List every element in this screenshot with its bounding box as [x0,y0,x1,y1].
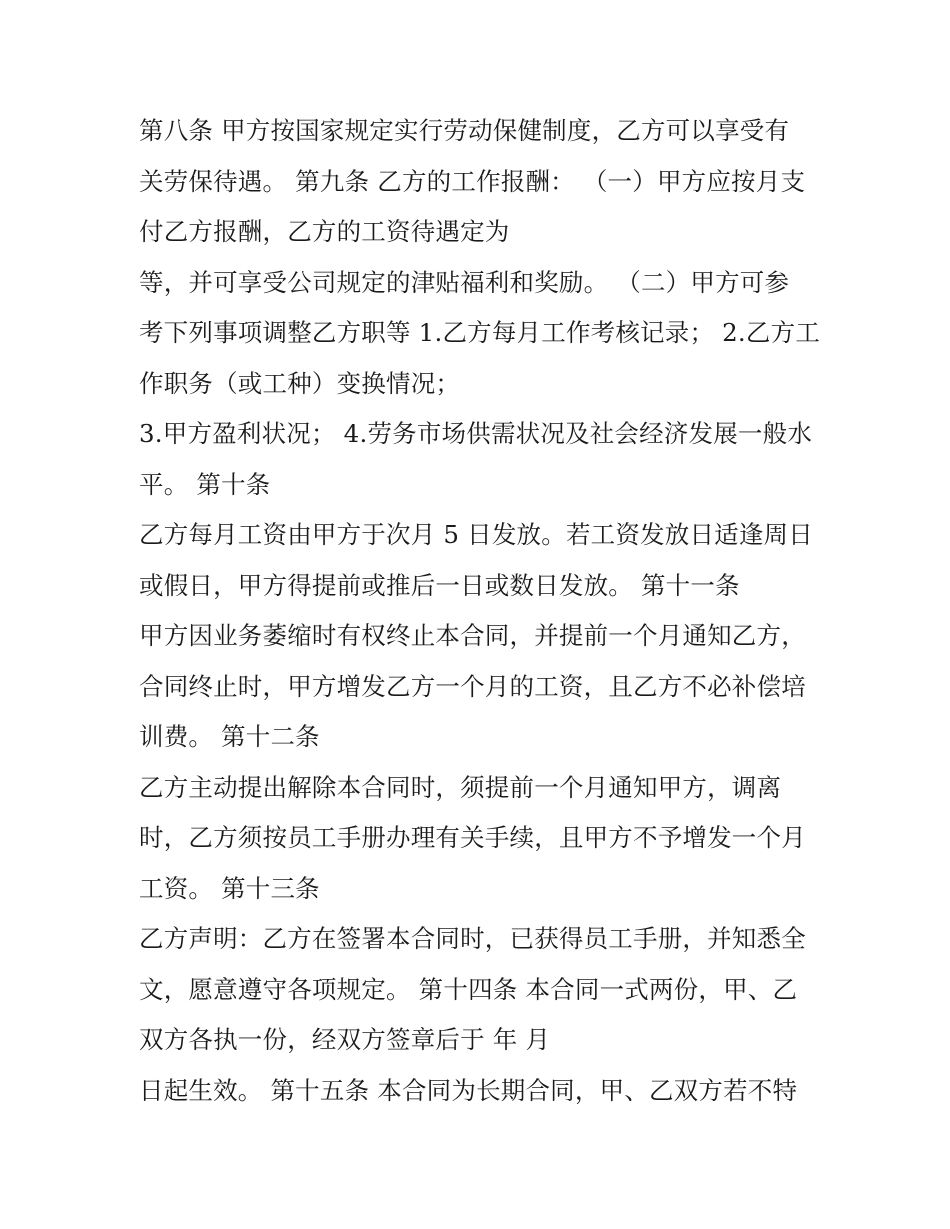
text-line: 乙方主动提出解除本合同时，须提前一个月通知甲方，调离 [139,772,782,802]
text-line: 关劳保待遇。 第九条 乙方的工作报酬： （一）甲方应按月支 [139,166,806,196]
text-line: 日起生效。 第十五条 本合同为长期合同，甲、乙双方若不特 [139,1075,798,1105]
text-line: 双方各执一份，经双方签章后于 年 月 [139,1025,551,1054]
text-line: 平。 第十条 [139,469,271,499]
text-line: 乙方声明：乙方在签署本合同时，已获得员工手册，并知悉全 [139,924,806,953]
text-line: 等，并可享受公司规定的津贴福利和奖励。 （二）甲方可参 [139,267,790,297]
text-line: 训费。 第十二条 [139,722,320,751]
text-line: 合同终止时，甲方增发乙方一个月的工资，且乙方不必补偿培 [139,671,806,701]
text-line: 或假日，甲方得提前或推后一日或数日发放。 第十一条 [139,570,740,600]
text-line: 考下列事项调整乙方职等 1.乙方每月工作考核记录； 2.乙方工 [139,318,821,347]
text-line: 甲方因业务萎缩时有权终止本合同，并提前一个月通知乙方， [139,621,806,650]
text-line: 作职务（或工种）变换情况； [139,368,461,398]
text-line: 时，乙方须按员工手册办理有关手续，且甲方不予增发一个月 [139,823,806,852]
text-line: 付乙方报酬，乙方的工资待遇定为 [139,217,510,246]
text-line: 第八条 甲方按国家规定实行劳动保健制度，乙方可以享受有 [139,116,790,145]
text-line: 乙方每月工资由甲方于次月 5 日发放。若工资发放日适逢周日 [139,520,813,549]
text-line: 3.甲方盈利状况； 4.劳务市场供需状况及社会经济发展一般水 [139,419,813,448]
text-line: 工资。 第十三条 [139,873,320,903]
contract-text [139,106,829,1116]
text-line: 文，愿意遵守各项规定。 第十四条 本合同一式两份，甲、乙 [139,974,798,1004]
